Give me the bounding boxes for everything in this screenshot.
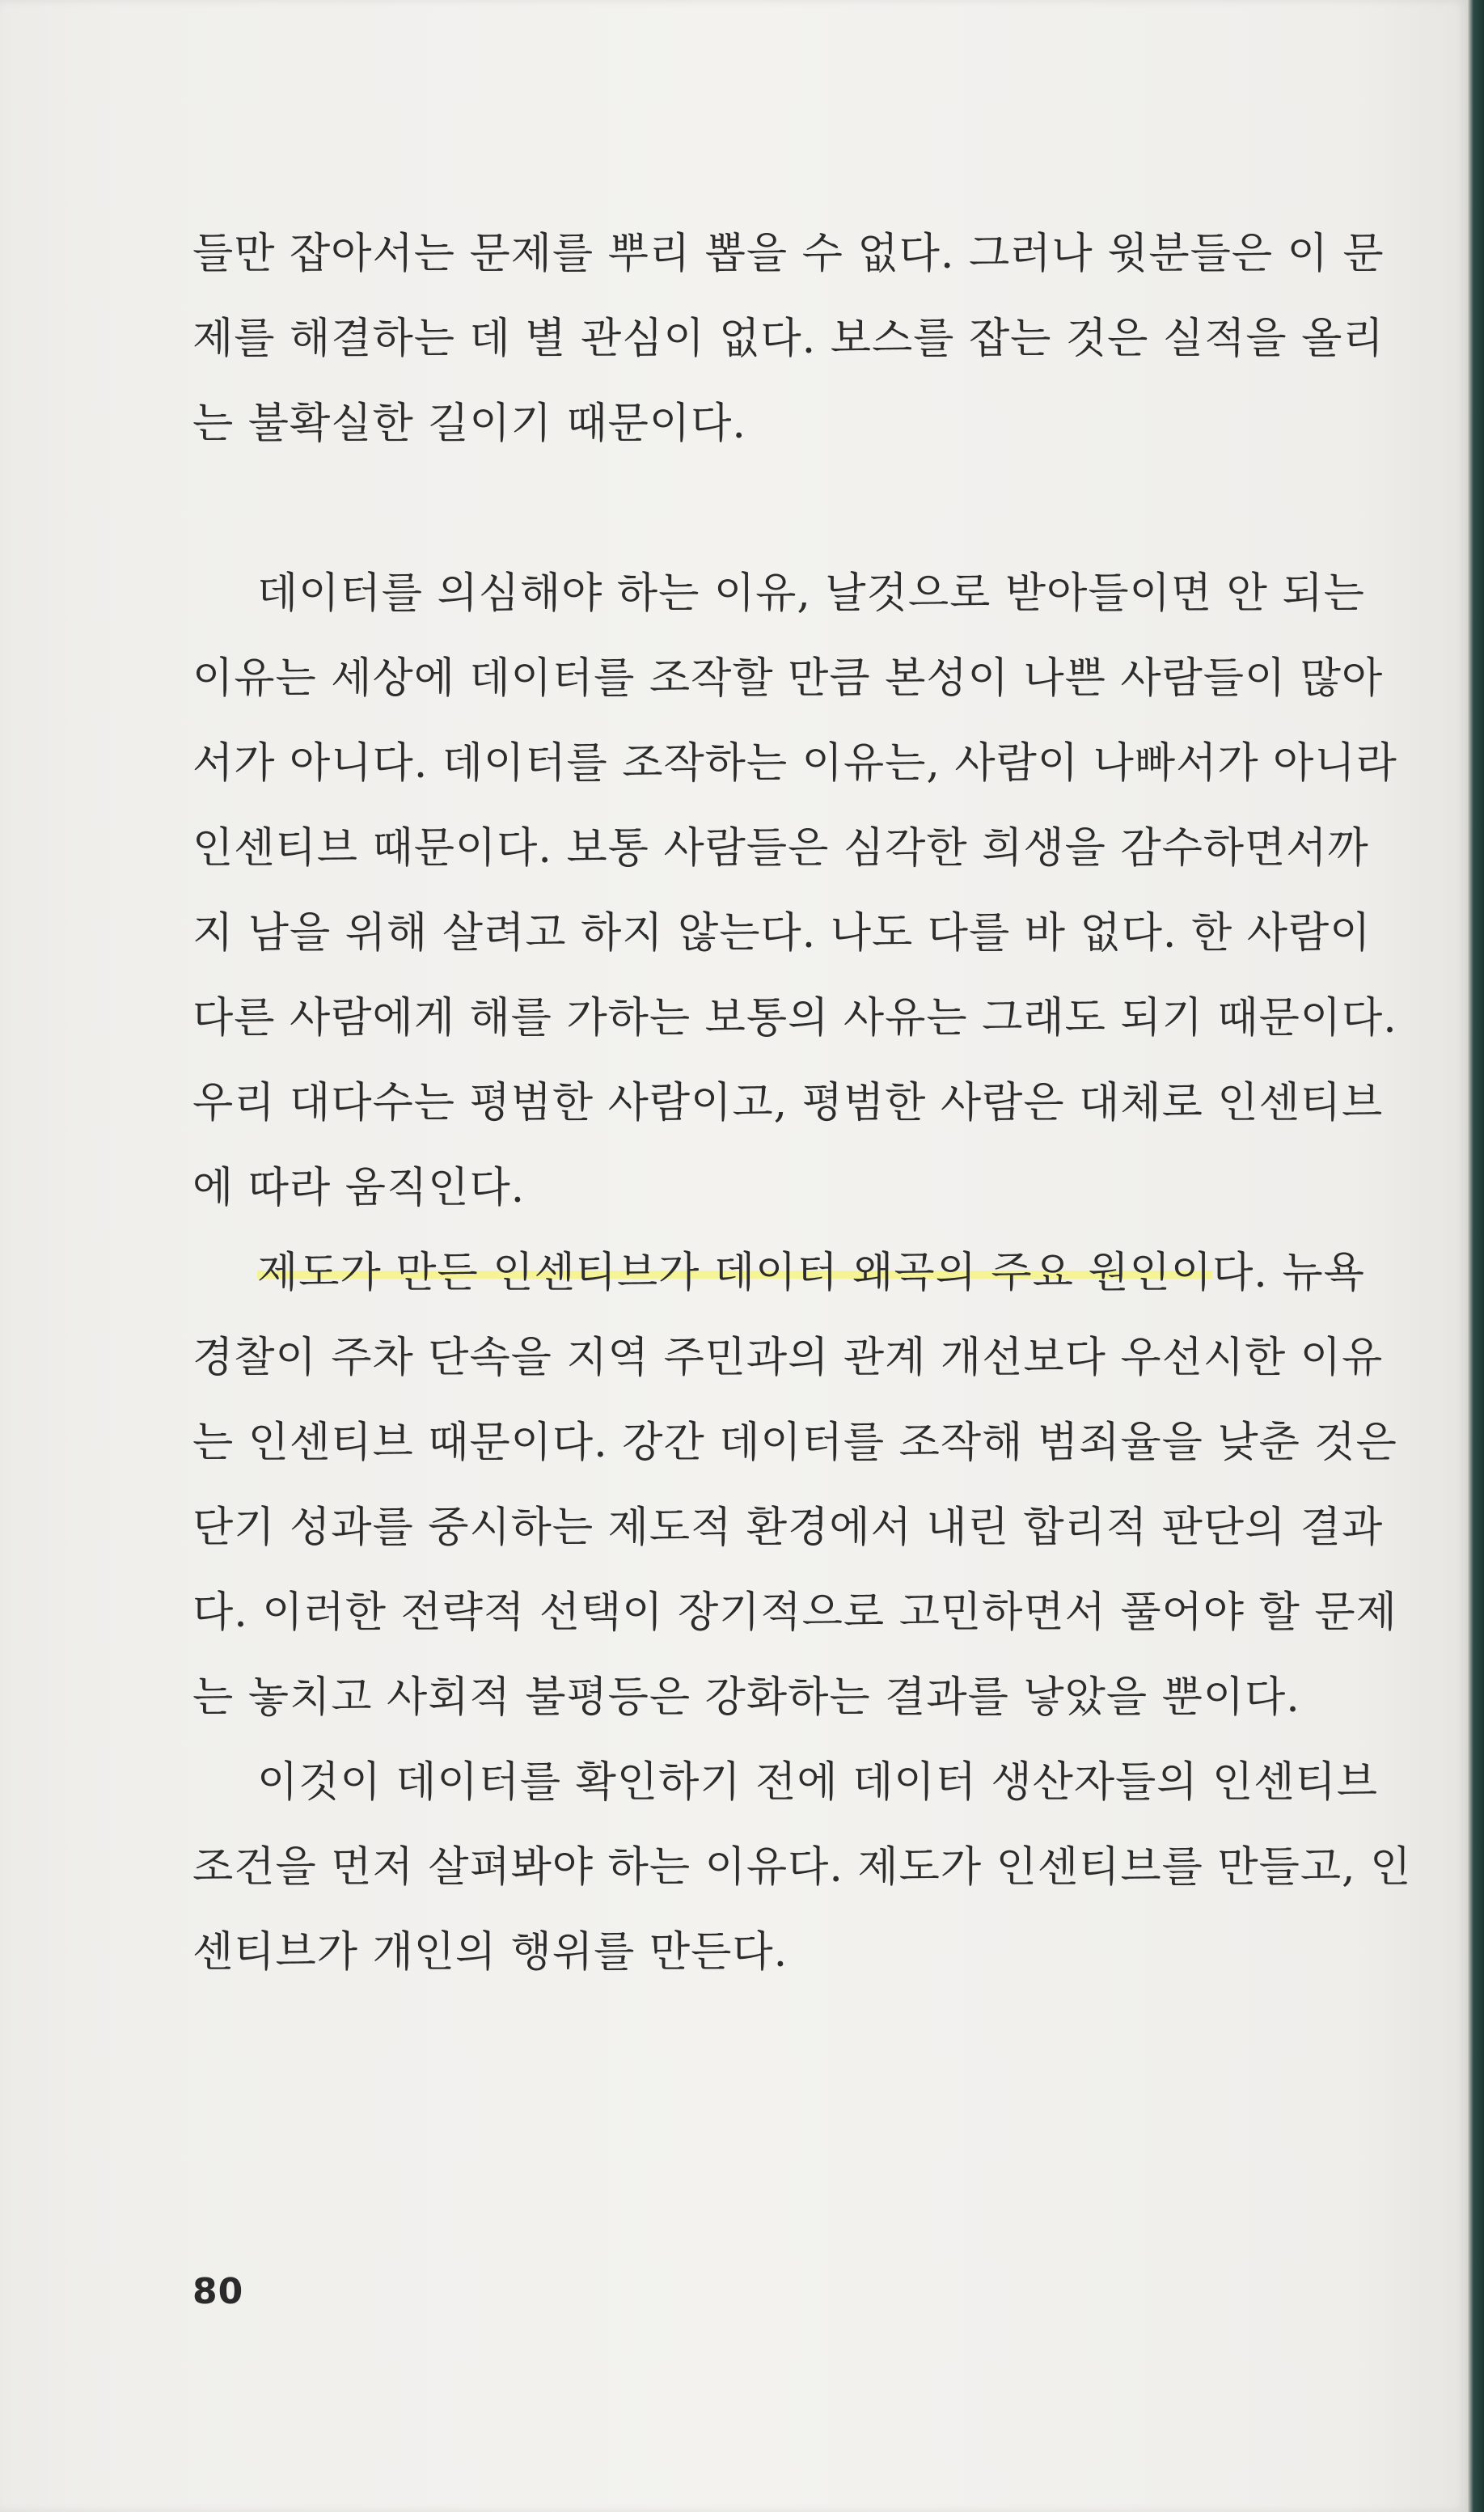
- text-line: 경찰이 주차 단속을 지역 주민과의 관계 개선보다 우선시한 이유: [192, 1334, 1384, 1382]
- paragraph-4: [192, 1740, 1412, 1995]
- text-line: 는 불확실한 길이기 때문이다.: [192, 400, 746, 448]
- paragraph-1: [192, 212, 1385, 467]
- text-line: 단기 성과를 중시하는 제도적 환경에서 내린 합리적 판단의 결과: [192, 1503, 1384, 1552]
- book-edge: [1468, 0, 1484, 2512]
- text-line: 는 놓치고 사회적 불평등은 강화하는 결과를 낳았을 뿐이다.: [192, 1673, 1300, 1722]
- text-line: 데이터를 의심해야 하는 이유, 날것으로 받아들이면 안 되는: [257, 569, 1365, 618]
- text-line: 는 인센티브 때문이다. 강간 데이터를 조작해 범죄율을 낮춘 것은: [192, 1419, 1397, 1467]
- text-line: 다른 사람에게 해를 가하는 보통의 사유는 그래도 되기 때문이다.: [192, 994, 1397, 1042]
- text-line: 이것이 데이터를 확인하기 전에 데이터 생산자들의 인센티브: [257, 1758, 1378, 1807]
- paragraph-3: [192, 1231, 1397, 1740]
- text-line: [192, 1231, 1365, 1316]
- body-text: [192, 212, 1412, 1995]
- text-line: 이유는 세상에 데이터를 조작할 만큼 본성이 나쁜 사람들이 많아: [192, 654, 1384, 703]
- paragraph-2: [192, 552, 1397, 1231]
- text-line: 지 남을 위해 살려고 하지 않는다. 나도 다를 바 없다. 한 사람이: [192, 909, 1372, 958]
- text-line: 우리 대다수는 평범한 사람이고, 평범한 사람은 대체로 인센티브: [192, 1079, 1384, 1127]
- text-line: 제를 해결하는 데 별 관심이 없다. 보스를 잡는 것은 실적을 올리: [192, 315, 1385, 363]
- text-line: 다. 이러한 전략적 선택이 장기적으로 고민하면서 풀어야 할 문제: [192, 1588, 1397, 1637]
- text-line: 조건을 먼저 살펴봐야 하는 이유다. 제도가 인센티브를 만들고, 인: [192, 1843, 1412, 1892]
- text-line: 들만 잡아서는 문제를 뿌리 뽑을 수 없다. 그러나 윗분들은 이 문: [192, 230, 1385, 278]
- text-line: 에 따라 움직인다.: [192, 1164, 526, 1212]
- text-line-rest: 다. 뉴욕: [1212, 1249, 1365, 1297]
- text-line: 서가 아니다. 데이터를 조작하는 이유는, 사람이 나빠서가 아니라: [192, 739, 1397, 788]
- text-line: 센티브가 개인의 행위를 만든다.: [192, 1928, 789, 1977]
- highlighted-text: 제도가 만든 인센티브가 데이터 왜곡의 주요 원인이: [257, 1249, 1213, 1297]
- page-number: 80: [192, 2271, 244, 2312]
- text-line: 인센티브 때문이다. 보통 사람들은 심각한 희생을 감수하면서까: [192, 824, 1369, 873]
